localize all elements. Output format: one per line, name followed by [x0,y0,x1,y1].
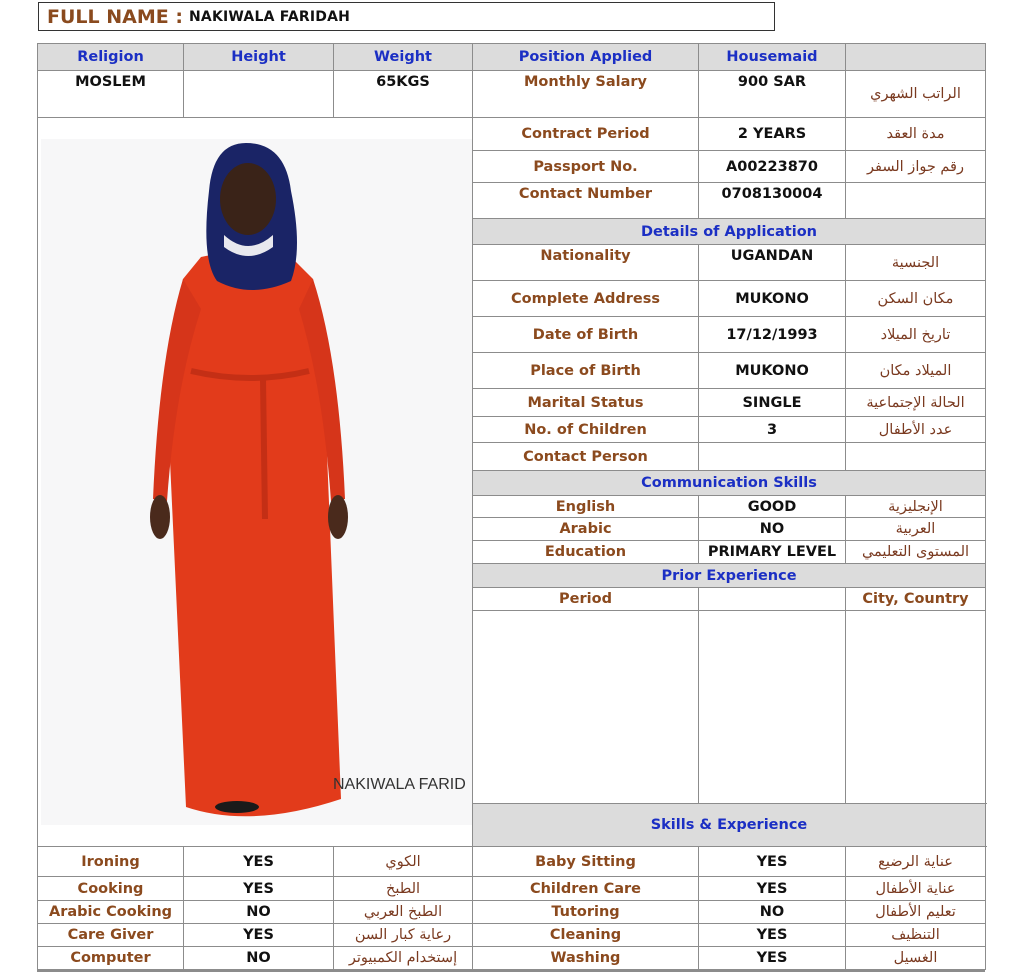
prior-blank-header [699,588,846,611]
applicant-figure [41,139,473,825]
skill-babysitting-value: YES [699,847,846,877]
arabic-label: Arabic [473,518,699,541]
skill-babysitting-ar: عناية الرضيع [846,847,986,877]
skill-ironing-label: Ironing [38,847,184,877]
birthplace-ar: الميلاد مكان [846,353,986,389]
skill-caregiver-ar: رعاية كبار السن [334,924,473,947]
marital-value: SINGLE [699,389,846,417]
religion-header: Religion [38,44,184,71]
skill-childcare-label: Children Care [473,877,699,901]
weight-value: 65KGS [334,71,473,118]
skills-section-title: Skills & Experience [473,804,986,847]
skill-cooking-label: Cooking [38,877,184,901]
salary-ar: الراتب الشهري [846,71,986,118]
skill-tutoring-label: Tutoring [473,901,699,924]
skill-washing-ar: الغسيل [846,947,986,970]
children-label: No. of Children [473,417,699,443]
details-section-title: Details of Application [473,219,986,245]
prior-country-cell [846,611,986,804]
skill-cleaning-label: Cleaning [473,924,699,947]
education-value: PRIMARY LEVEL [699,541,846,564]
prior-section-title: Prior Experience [473,564,986,588]
belt-tail-shape [263,379,265,519]
passport-value: A00223870 [699,151,846,183]
marital-label: Marital Status [473,389,699,417]
prior-period-cell [473,611,699,804]
right-hand-shape [328,495,348,539]
full-name-value: NAKIWALA FARIDAH [189,8,351,25]
religion-value: MOSLEM [38,71,184,118]
passport-ar: رقم جواز السفر [846,151,986,183]
height-value [184,71,334,118]
skill-caregiver-value: YES [184,924,334,947]
skill-arabic-cooking-ar: الطبخ العربي [334,901,473,924]
dob-ar: تاريخ الميلاد [846,317,986,353]
skill-washing-label: Washing [473,947,699,970]
contact-number-value: 0708130004 [699,183,846,219]
contract-label: Contract Period [473,118,699,151]
skill-tutoring-ar: تعليم الأطفال [846,901,986,924]
skill-cleaning-ar: التنظيف [846,924,986,947]
position-value: Housemaid [699,44,846,71]
skill-ironing-value: YES [184,847,334,877]
skill-childcare-value: YES [699,877,846,901]
skill-babysitting-label: Baby Sitting [473,847,699,877]
english-ar: الإنجليزية [846,496,986,518]
skill-tutoring-value: NO [699,901,846,924]
passport-label: Passport No. [473,151,699,183]
education-label: Education [473,541,699,564]
position-header: Position Applied [473,44,699,71]
contact-number-label: Contact Number [473,183,699,219]
birthplace-label: Place of Birth [473,353,699,389]
prior-period-header: Period [473,588,699,611]
arabic-value: NO [699,518,846,541]
address-ar: مكان السكن [846,281,986,317]
skill-computer-ar: إستخدام الكمبيوتر [334,947,473,970]
address-label: Complete Address [473,281,699,317]
contract-ar: مدة العقد [846,118,986,151]
full-name-label: FULL NAME : [47,5,183,28]
application-form [37,43,986,970]
photo-caption: NAKIWALA FARID [333,776,466,793]
applicant-photo [38,118,473,847]
contact-number-ar [846,183,986,219]
skill-arabic-cooking-label: Arabic Cooking [38,901,184,924]
dob-label: Date of Birth [473,317,699,353]
nationality-value: UGANDAN [699,245,846,281]
children-ar: عدد الأطفال [846,417,986,443]
english-label: English [473,496,699,518]
weight-header: Weight [334,44,473,71]
communication-section-title: Communication Skills [473,471,986,496]
contact-person-value [699,443,846,471]
skill-cooking-ar: الطبخ [334,877,473,901]
prior-employer-cell [699,611,846,804]
skill-ironing-ar: الكوي [334,847,473,877]
address-value: MUKONO [699,281,846,317]
arabic-ar: العربية [846,518,986,541]
skill-childcare-ar: عناية الأطفال [846,877,986,901]
contact-person-label: Contact Person [473,443,699,471]
nationality-label: Nationality [473,245,699,281]
dob-value: 17/12/1993 [699,317,846,353]
contract-value: 2 YEARS [699,118,846,151]
education-ar: المستوى التعليمي [846,541,986,564]
skill-caregiver-label: Care Giver [38,924,184,947]
children-value: 3 [699,417,846,443]
skill-computer-value: NO [184,947,334,970]
full-name-box [38,2,775,31]
marital-ar: الحالة الإجتماعية [846,389,986,417]
shoe-shape [215,801,259,813]
bottom-rule [37,970,985,972]
skill-computer-label: Computer [38,947,184,970]
left-hand-shape [150,495,170,539]
skill-arabic-cooking-value: NO [184,901,334,924]
salary-value: 900 SAR [699,71,846,118]
birthplace-value: MUKONO [699,353,846,389]
nationality-ar: الجنسية [846,245,986,281]
position-blank [846,44,986,71]
skill-cooking-value: YES [184,877,334,901]
face-shape [220,163,276,235]
contact-person-ar [846,443,986,471]
skill-washing-value: YES [699,947,846,970]
prior-country-header: City, Country [846,588,986,611]
salary-label: Monthly Salary [473,71,699,118]
skill-cleaning-value: YES [699,924,846,947]
english-value: GOOD [699,496,846,518]
height-header: Height [184,44,334,71]
